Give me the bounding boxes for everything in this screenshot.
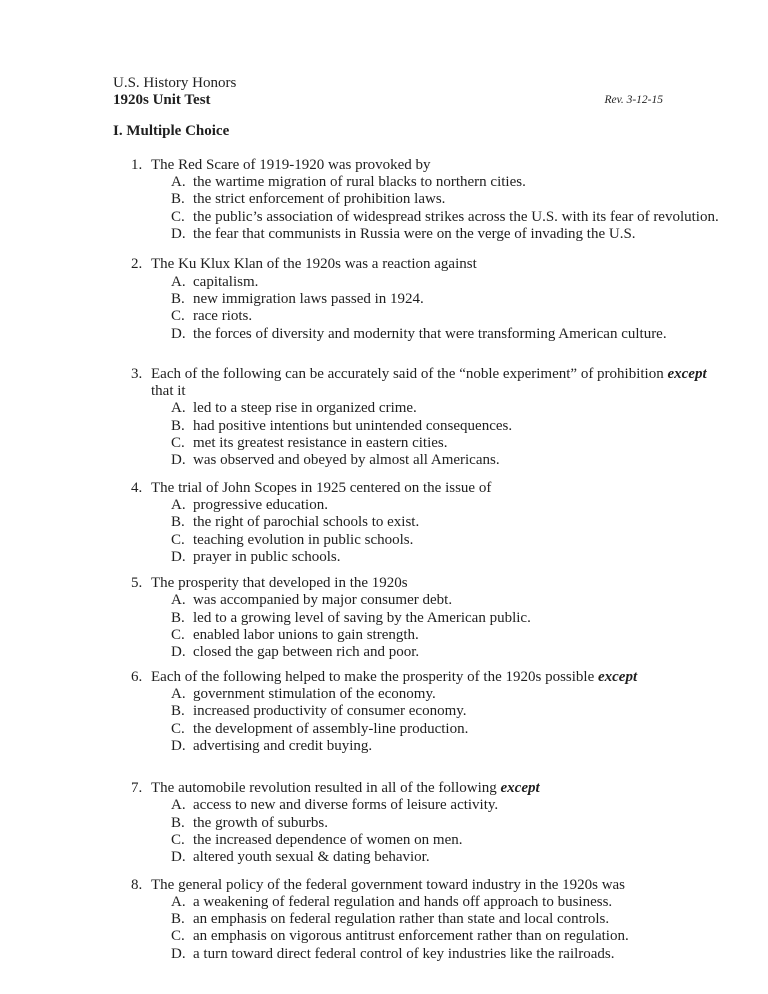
question-item (131, 575, 728, 661)
option-text: closed the gap between rich and poor. (193, 644, 420, 661)
question-item (131, 877, 728, 963)
question-stem (151, 877, 728, 894)
option-item (171, 400, 728, 417)
revision-note: Rev. 3-12-15 (604, 94, 663, 106)
option-text: the increased dependence of women on men. (193, 831, 463, 848)
option-letter: C. (171, 720, 185, 737)
document-title: 1920s Unit Test (113, 92, 211, 109)
option-letter: D. (171, 945, 186, 962)
option-item (171, 832, 728, 849)
question-body (151, 366, 728, 470)
option-letter: C. (171, 531, 185, 548)
option-letter: A. (171, 400, 186, 417)
question-number: 1. (131, 156, 143, 173)
option-letter: B. (171, 703, 185, 720)
option-letter: D. (171, 849, 186, 866)
option-list (151, 274, 728, 343)
option-text: race riots. (193, 308, 253, 325)
question-stem-text: The general policy of the federal government toward industry in the 1920s was (151, 876, 626, 893)
question-stem (151, 480, 728, 497)
question-number: 7. (131, 780, 143, 797)
option-item (171, 514, 728, 531)
option-text: altered youth sexual & dating behavior. (193, 849, 430, 866)
option-letter: B. (171, 417, 185, 434)
option-list (151, 797, 728, 866)
option-item (171, 532, 728, 549)
question-body (151, 669, 728, 755)
option-list (151, 174, 728, 243)
question-body (151, 877, 728, 963)
option-text: led to a steep rise in organized crime. (193, 400, 417, 417)
question-stem-emphasis: except (500, 780, 540, 797)
option-text: the forces of diversity and modernity that were transforming American culture. (193, 325, 667, 342)
option-letter: A. (171, 496, 186, 513)
question-item (131, 780, 728, 866)
option-letter: A. (171, 273, 186, 290)
question-item (131, 256, 728, 342)
question-item (131, 157, 728, 243)
option-letter: A. (171, 174, 186, 191)
option-text: prayer in public schools. (193, 548, 341, 565)
question-body (151, 256, 728, 342)
question-list (0, 157, 768, 963)
option-item (171, 686, 728, 703)
option-text: the growth of suburbs. (193, 814, 328, 831)
question-stem (151, 157, 728, 174)
option-text: an emphasis on vigorous antitrust enforcement rather than on regulation. (193, 928, 629, 945)
question-number: 2. (131, 256, 143, 273)
question-item (131, 480, 728, 566)
option-text: the strict enforcement of prohibition laws. (193, 191, 446, 208)
question-stem-text: The Red Scare of 1919-1920 was provoked by (151, 156, 431, 173)
question-body (151, 480, 728, 566)
option-letter: D. (171, 548, 186, 565)
option-letter: B. (171, 814, 185, 831)
question-stem-text: The prosperity that developed in the 1920s (151, 575, 408, 592)
option-item (171, 274, 728, 291)
question-number: 4. (131, 479, 143, 496)
question-body (151, 780, 728, 866)
option-item (171, 703, 728, 720)
option-text: a weakening of federal regulation and hands off approach to business. (193, 893, 613, 910)
option-text: the public’s association of widespread strikes across the U.S. with its fear of revolution. (193, 208, 719, 225)
option-letter: C. (171, 435, 185, 452)
option-item (171, 291, 728, 308)
section-heading: I. Multiple Choice (113, 122, 230, 139)
course-name: U.S. History Honors (113, 75, 237, 91)
option-letter: C. (171, 627, 185, 644)
option-letter: D. (171, 325, 186, 342)
option-letter: A. (171, 685, 186, 702)
question-number: 3. (131, 365, 143, 382)
option-list (151, 592, 728, 661)
option-item (171, 894, 728, 911)
option-text: was observed and obeyed by almost all Americans. (193, 452, 500, 469)
option-letter: B. (171, 609, 185, 626)
question-stem-suffix: that it (151, 383, 186, 400)
option-text: had positive intentions but unintended consequences. (193, 417, 513, 434)
option-text: teaching evolution in public schools. (193, 531, 414, 548)
question-stem-emphasis: except (597, 668, 638, 685)
option-text: advertising and credit buying. (193, 737, 373, 754)
option-item (171, 226, 728, 243)
option-item (171, 644, 728, 661)
question-stem (151, 575, 728, 592)
option-item (171, 592, 728, 609)
option-item (171, 174, 728, 191)
option-item (171, 209, 728, 226)
question-stem (151, 780, 728, 797)
option-item (171, 452, 728, 469)
option-letter: C. (171, 831, 185, 848)
option-item (171, 797, 728, 814)
option-item (171, 627, 728, 644)
question-number: 6. (131, 668, 143, 685)
option-text: enabled labor unions to gain strength. (193, 627, 419, 644)
option-letter: D. (171, 644, 186, 661)
option-item (171, 191, 728, 208)
option-text: met its greatest resistance in eastern cities. (193, 435, 448, 452)
option-letter: D. (171, 737, 186, 754)
option-letter: A. (171, 893, 186, 910)
option-text: the right of parochial schools to exist. (193, 514, 420, 531)
option-text: an emphasis on federal regulation rather than state and local controls. (193, 911, 610, 928)
question-body (151, 157, 728, 243)
question-stem-text: The trial of John Scopes in 1925 centered on the issue of (151, 479, 492, 496)
question-stem (151, 669, 728, 686)
option-item (171, 549, 728, 566)
option-item (171, 435, 728, 452)
option-item (171, 721, 728, 738)
question-stem-text: The automobile revolution resulted in all of the following (151, 780, 501, 797)
option-item (171, 738, 728, 755)
question-stem-text: Each of the following helped to make the prosperity of the 1920s possible (151, 668, 598, 685)
option-letter: B. (171, 911, 185, 928)
option-list (151, 894, 728, 963)
option-text: access to new and diverse forms of leisure activity. (193, 797, 499, 814)
option-letter: C. (171, 308, 185, 325)
question-number: 5. (131, 575, 143, 592)
question-stem (151, 366, 728, 401)
question-stem-text: Each of the following can be accurately said of the “noble experiment” of prohibition (151, 365, 668, 382)
option-letter: D. (171, 226, 186, 243)
option-text: increased productivity of consumer economy. (193, 703, 467, 720)
option-text: the wartime migration of rural blacks to northern cities. (193, 174, 526, 191)
option-letter: B. (171, 514, 185, 531)
option-item (171, 418, 728, 435)
question-stem-text: The Ku Klux Klan of the 1920s was a reaction against (151, 256, 477, 273)
option-text: the development of assembly-line production. (193, 720, 469, 737)
option-list (151, 497, 728, 566)
question-body (151, 575, 728, 661)
option-text: a turn toward direct federal control of key industries like the railroads. (193, 945, 615, 962)
option-item (171, 610, 728, 627)
question-stem (151, 256, 728, 273)
option-item (171, 849, 728, 866)
question-stem-emphasis: except (667, 365, 707, 382)
option-letter: B. (171, 191, 185, 208)
option-letter: C. (171, 208, 185, 225)
question-number: 8. (131, 876, 143, 893)
option-text: capitalism. (193, 273, 259, 290)
option-letter: D. (171, 452, 186, 469)
document-header (0, 0, 768, 140)
option-text: government stimulation of the economy. (193, 685, 436, 702)
option-letter: B. (171, 290, 185, 307)
option-item (171, 815, 728, 832)
option-text: the fear that communists in Russia were on the verge of invading the U.S. (193, 226, 636, 243)
option-letter: A. (171, 592, 186, 609)
option-text: progressive education. (193, 496, 328, 513)
option-item (171, 911, 728, 928)
option-text: was accompanied by major consumer debt. (193, 592, 453, 609)
option-text: led to a growing level of saving by the American public. (193, 609, 531, 626)
question-item (131, 366, 728, 470)
option-letter: C. (171, 928, 185, 945)
option-letter: A. (171, 797, 186, 814)
option-item (171, 326, 728, 343)
question-item (131, 669, 728, 755)
option-list (151, 400, 728, 469)
option-item (171, 928, 728, 945)
option-item (171, 308, 728, 325)
option-item (171, 946, 728, 963)
option-list (151, 686, 728, 755)
option-text: new immigration laws passed in 1924. (193, 290, 424, 307)
option-item (171, 497, 728, 514)
